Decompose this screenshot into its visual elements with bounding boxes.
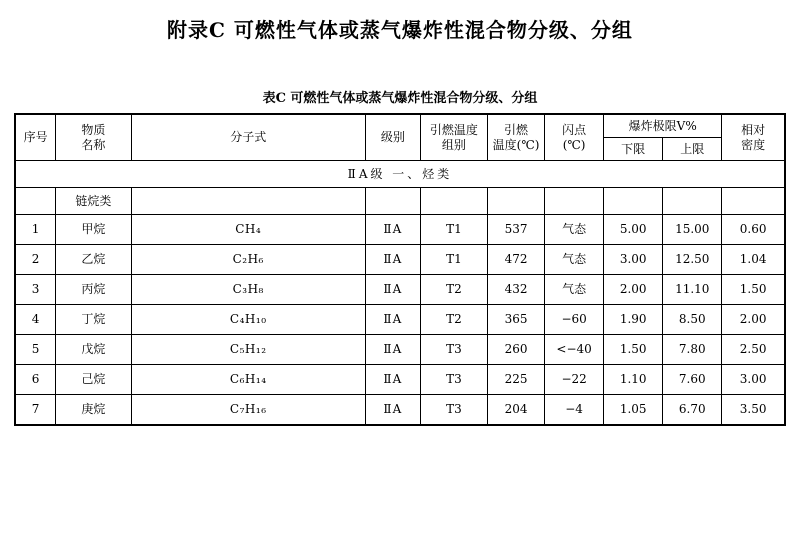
cell-density: 0.60 (722, 215, 785, 245)
cell-seq: 4 (15, 305, 56, 335)
cell-seq: 1 (15, 215, 56, 245)
header-flash-point-line1: 闪点 (562, 122, 587, 137)
cell-formula: C₇H₁₆ (131, 395, 365, 426)
cell-class: ⅡA (365, 305, 420, 335)
table-row (15, 335, 785, 365)
header-relative-density-line2: 密度 (741, 137, 766, 152)
cell-seq: 3 (15, 275, 56, 305)
table-row (15, 215, 785, 245)
cell-lower: 2.00 (604, 275, 663, 305)
subband-lower (604, 188, 663, 215)
cell-flash: −22 (545, 365, 604, 395)
header-ignition-temp (488, 114, 545, 161)
header-upper-limit: 上限 (663, 138, 722, 161)
subband-class (365, 188, 420, 215)
subband-temp (488, 188, 545, 215)
table-band-row (15, 161, 785, 188)
header-lower-limit: 下限 (604, 138, 663, 161)
cell-formula: C₄H₁₀ (131, 305, 365, 335)
subband-label: 链烷类 (56, 188, 131, 215)
cell-temp: 537 (488, 215, 545, 245)
cell-group: T3 (420, 335, 487, 365)
subband-group (420, 188, 487, 215)
cell-seq: 2 (15, 245, 56, 275)
gas-classification-table (14, 113, 786, 426)
cell-class: ⅡA (365, 275, 420, 305)
cell-group: T2 (420, 305, 487, 335)
table-header (15, 114, 785, 161)
cell-class: ⅡA (365, 395, 420, 426)
cell-flash: 气态 (545, 215, 604, 245)
cell-upper: 6.70 (663, 395, 722, 426)
cell-upper: 7.80 (663, 335, 722, 365)
cell-name: 己烷 (56, 365, 131, 395)
cell-formula: C₆H₁₄ (131, 365, 365, 395)
table-header-row-1 (15, 114, 785, 138)
header-class: 级别 (365, 114, 420, 161)
cell-formula: C₃H₈ (131, 275, 365, 305)
cell-group: T3 (420, 395, 487, 426)
subband-density (722, 188, 785, 215)
header-ignition-temp-line2: 温度(℃) (492, 137, 540, 152)
cell-name: 乙烷 (56, 245, 131, 275)
band-label: ⅡA级 一、烃类 (15, 161, 785, 188)
cell-density: 3.00 (722, 365, 785, 395)
header-seq: 序号 (15, 114, 56, 161)
cell-upper: 11.10 (663, 275, 722, 305)
cell-class: ⅡA (365, 335, 420, 365)
cell-upper: 7.60 (663, 365, 722, 395)
cell-density: 1.50 (722, 275, 785, 305)
cell-density: 2.00 (722, 305, 785, 335)
cell-temp: 225 (488, 365, 545, 395)
header-ignition-group-line1: 引燃温度 (429, 122, 478, 137)
header-formula: 分子式 (131, 114, 365, 161)
cell-upper: 8.50 (663, 305, 722, 335)
cell-flash: 气态 (545, 245, 604, 275)
cell-seq: 5 (15, 335, 56, 365)
header-substance-name (56, 114, 131, 161)
table-row (15, 305, 785, 335)
cell-name: 戊烷 (56, 335, 131, 365)
cell-lower: 3.00 (604, 245, 663, 275)
cell-name: 甲烷 (56, 215, 131, 245)
cell-group: T3 (420, 365, 487, 395)
table-body (15, 161, 785, 426)
cell-lower: 1.90 (604, 305, 663, 335)
cell-class: ⅡA (365, 215, 420, 245)
cell-temp: 260 (488, 335, 545, 365)
cell-density: 3.50 (722, 395, 785, 426)
subband-upper (663, 188, 722, 215)
page-title: 附录C 可燃性气体或蒸气爆炸性混合物分级、分组 (167, 18, 633, 42)
cell-group: T1 (420, 215, 487, 245)
cell-formula: CH₄ (131, 215, 365, 245)
header-ignition-group (420, 114, 487, 161)
cell-name: 庚烷 (56, 395, 131, 426)
header-flash-point (545, 114, 604, 161)
cell-name: 丁烷 (56, 305, 131, 335)
header-substance-name-line1: 物质 (81, 122, 106, 137)
cell-upper: 15.00 (663, 215, 722, 245)
cell-formula: C₅H₁₂ (131, 335, 365, 365)
cell-formula: C₂H₆ (131, 245, 365, 275)
cell-upper: 12.50 (663, 245, 722, 275)
table-row (15, 365, 785, 395)
cell-temp: 432 (488, 275, 545, 305)
cell-lower: 1.50 (604, 335, 663, 365)
cell-class: ⅡA (365, 365, 420, 395)
cell-seq: 6 (15, 365, 56, 395)
table-caption: 表C 可燃性气体或蒸气爆炸性混合物分级、分组 (262, 91, 538, 106)
cell-group: T2 (420, 275, 487, 305)
cell-seq: 7 (15, 395, 56, 426)
cell-name: 丙烷 (56, 275, 131, 305)
cell-density: 1.04 (722, 245, 785, 275)
document-page (0, 14, 800, 542)
cell-flash: −60 (545, 305, 604, 335)
cell-lower: 1.05 (604, 395, 663, 426)
cell-density: 2.50 (722, 335, 785, 365)
subband-seq (15, 188, 56, 215)
table-subband-row (15, 188, 785, 215)
cell-lower: 1.10 (604, 365, 663, 395)
header-relative-density-line1: 相对 (741, 122, 766, 137)
header-explosive-limits: 爆炸极限V% (604, 114, 722, 138)
cell-temp: 472 (488, 245, 545, 275)
table-row (15, 275, 785, 305)
cell-flash: <−40 (545, 335, 604, 365)
table-row (15, 395, 785, 426)
subband-formula (131, 188, 365, 215)
cell-flash: −4 (545, 395, 604, 426)
cell-flash: 气态 (545, 275, 604, 305)
header-substance-name-line2: 名称 (81, 137, 106, 152)
cell-lower: 5.00 (604, 215, 663, 245)
table-row (15, 245, 785, 275)
cell-temp: 365 (488, 305, 545, 335)
cell-class: ⅡA (365, 245, 420, 275)
cell-group: T1 (420, 245, 487, 275)
cell-temp: 204 (488, 395, 545, 426)
subband-flash (545, 188, 604, 215)
header-ignition-temp-line1: 引燃 (504, 122, 529, 137)
header-ignition-group-line2: 组别 (441, 137, 466, 152)
header-flash-point-line2: (℃) (562, 137, 586, 152)
header-relative-density (722, 114, 785, 161)
